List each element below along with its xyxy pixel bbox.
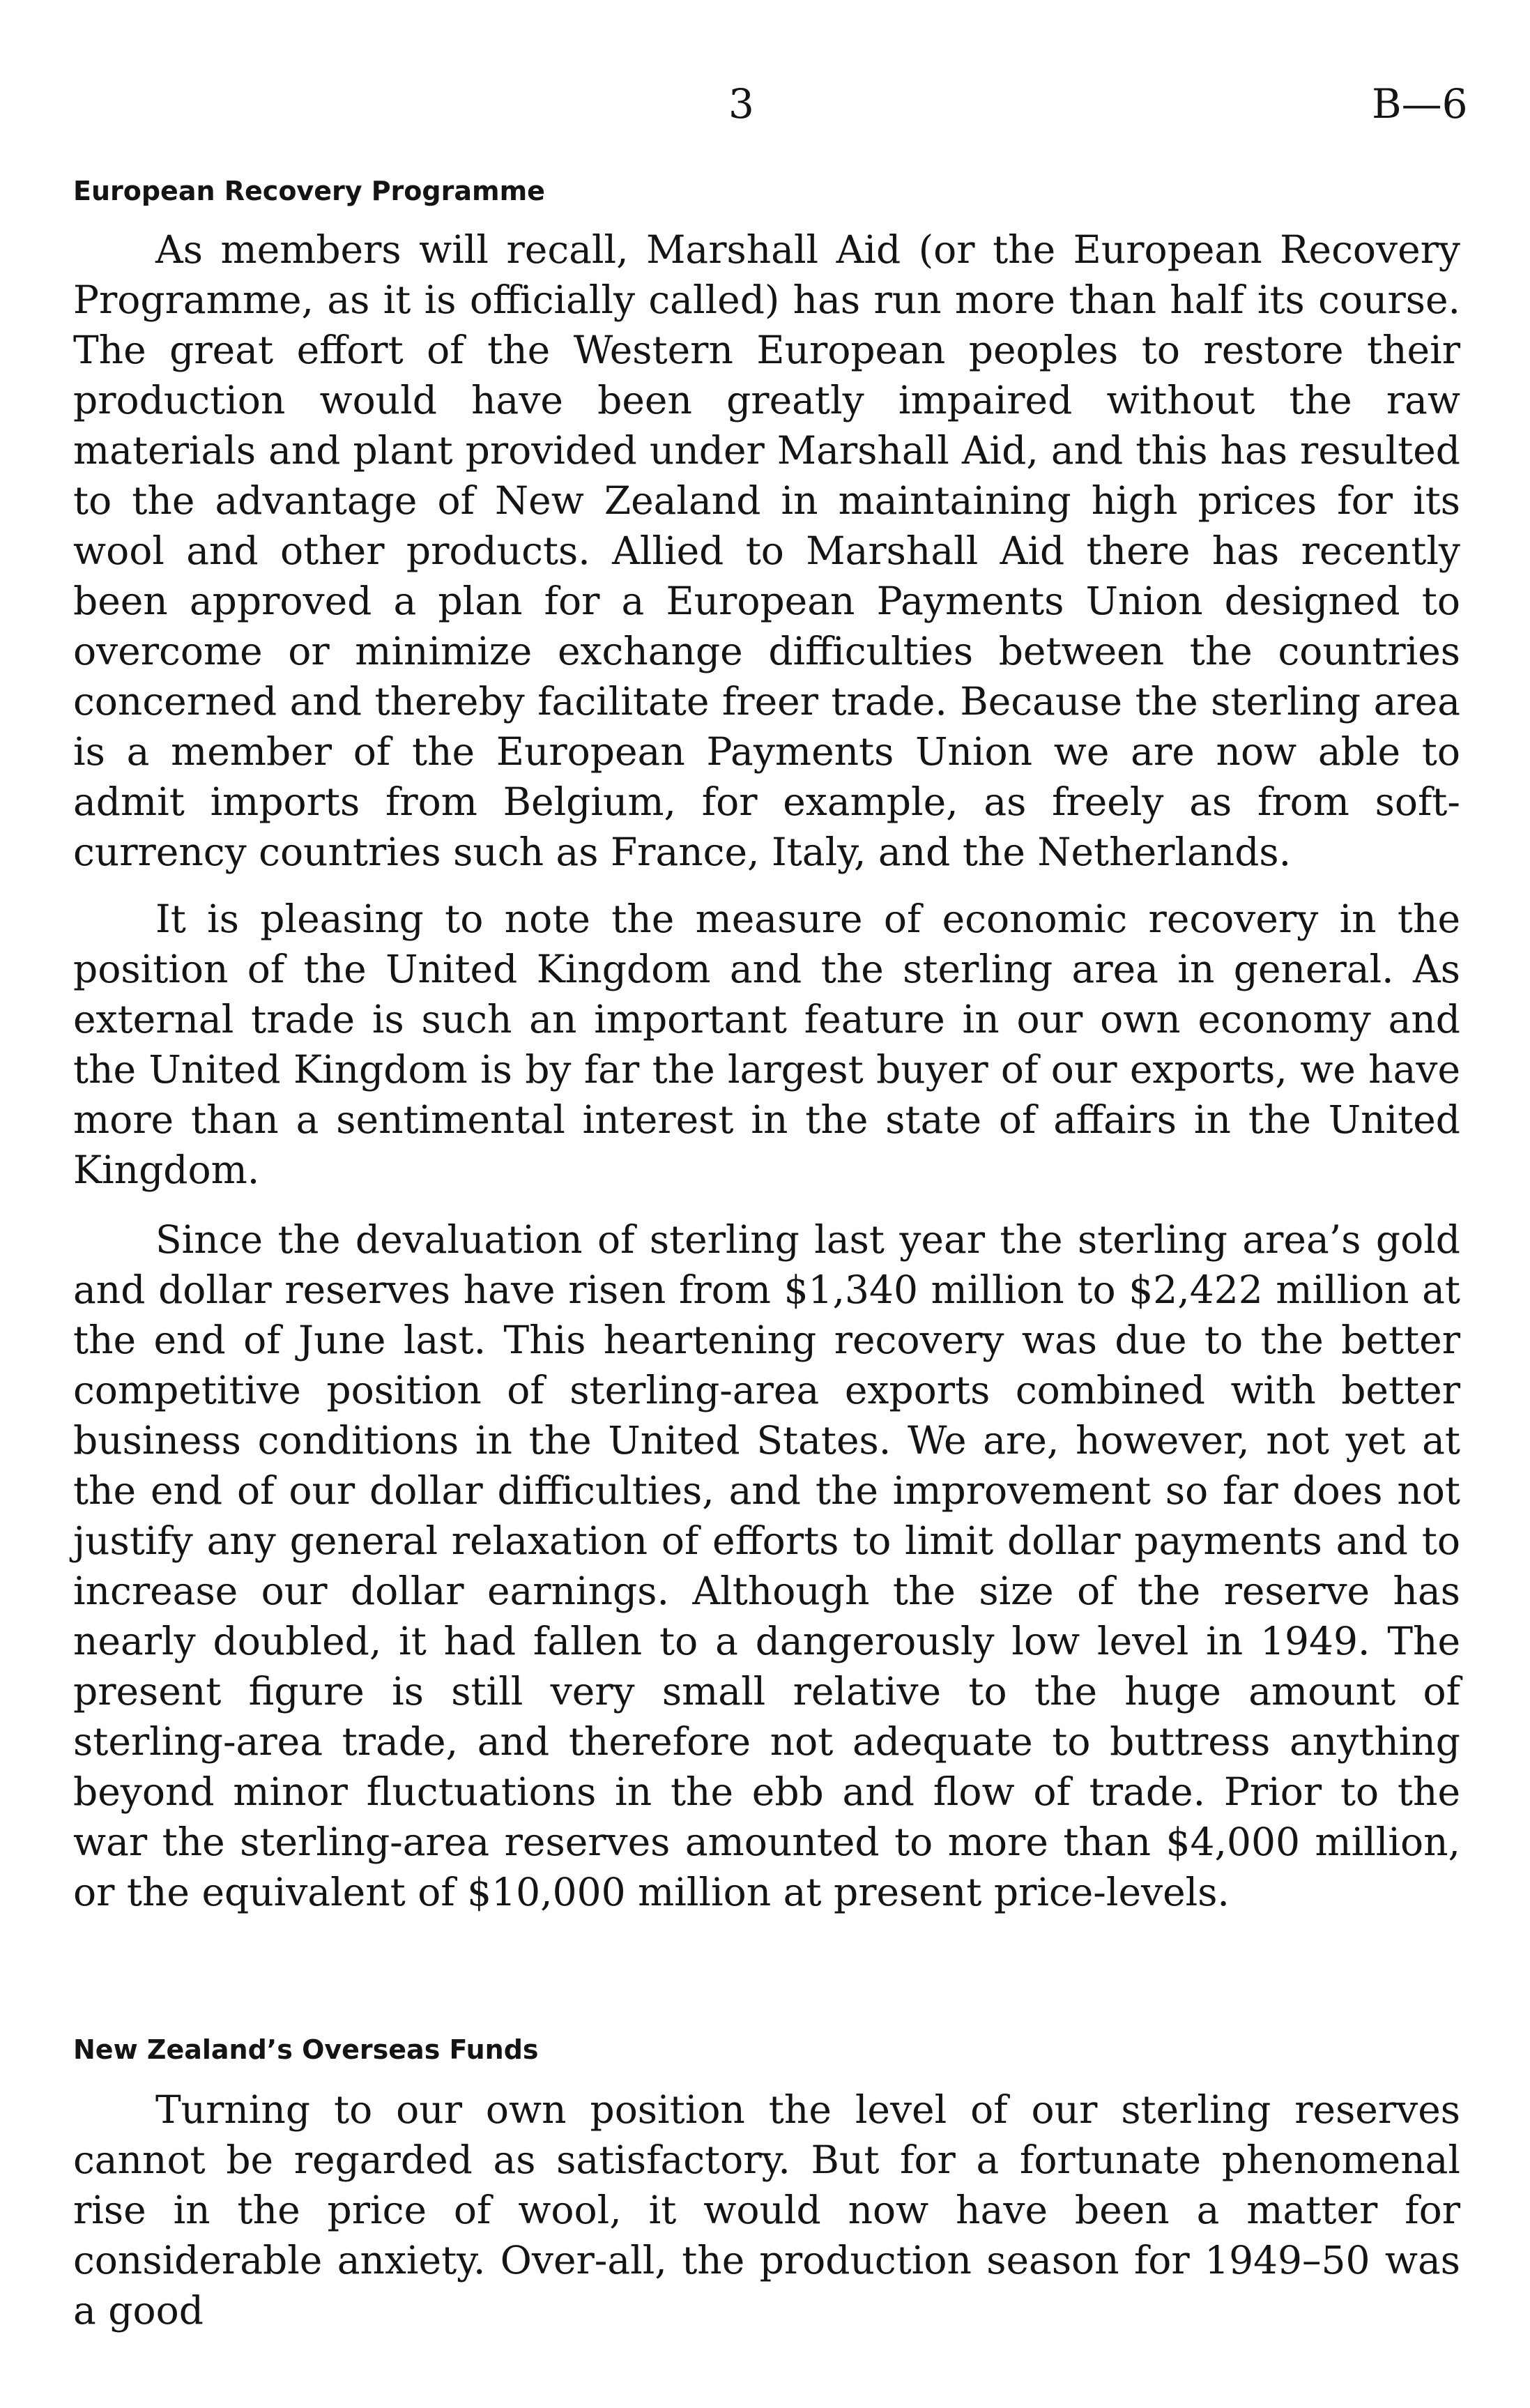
sheet-code: B—6 (1372, 80, 1468, 128)
page-number: 3 (728, 80, 754, 128)
paragraph: Turning to our own position the level of our sterling reserves cannot be regarded as satisfactory. But for a fortunate phenomenal rise in the price of wool, it would now have been a matter for considerable anxiety. Over-all, the production season for 1949–50 was a good (73, 2087, 1460, 2333)
paragraph: It is pleasing to note the measure of economic recovery in the position of the United Kingdom and the sterling area in general. As external trade is such an important feature in our own economy and the United Kingdom is by far the largest buyer of our exports, we have more than a sentimental interest in the state of affairs in the United Kingdom. (73, 897, 1460, 1192)
paragraph: Since the devaluation of sterling last year the sterling area’s gold and dollar reserves have risen from $1,340 million to $2,422 million at the end of June last. This heartening recovery was due to the better competitive position of sterling-area exports combined with better business conditions in the United States. We are, however, not yet at the end of our dollar difficulties, and the improvement so far does not justify any general relaxation of efforts to limit dollar payments and to increase our dollar earnings. Although the size of the reserve has nearly doubled, it had fallen to a dangerously low level in 1949. The present figure is still very small relative to the huge amount of sterling-area trade, and therefore not adequate to buttress anything beyond minor fluctuations in the ebb and flow of trade. Prior to the war the sterling-area reserves amounted to more than $4,000 million, or the equivalent of $10,000 million at present price-levels. (73, 1217, 1460, 1914)
section-heading-overseas-funds: New Zealand’s Overseas Funds (73, 2034, 539, 2065)
section-heading-european-recovery: European Recovery Programme (73, 176, 545, 206)
paragraph: As members will recall, Marshall Aid (or the European Recovery Programme, as it is officially called) has run more than half its course. The great effort of the Western European peoples to restore their production would have been greatly impaired without the raw materials and plant provided under Marshall Aid, and this has resulted to the advantage of New Zealand in maintaining high prices for its wool and other products. Allied to Marshall Aid there has recently been approved a plan for a European Payments Union designed to overcome or minimize exchange difficulties between the countries concerned and thereby facilitate freer trade. Because the sterling area is a member of the European Payments Union we are now able to admit imports from Belgium, for example, as freely as from soft-currency countries such as France, Italy, and the Netherlands. (73, 227, 1460, 874)
